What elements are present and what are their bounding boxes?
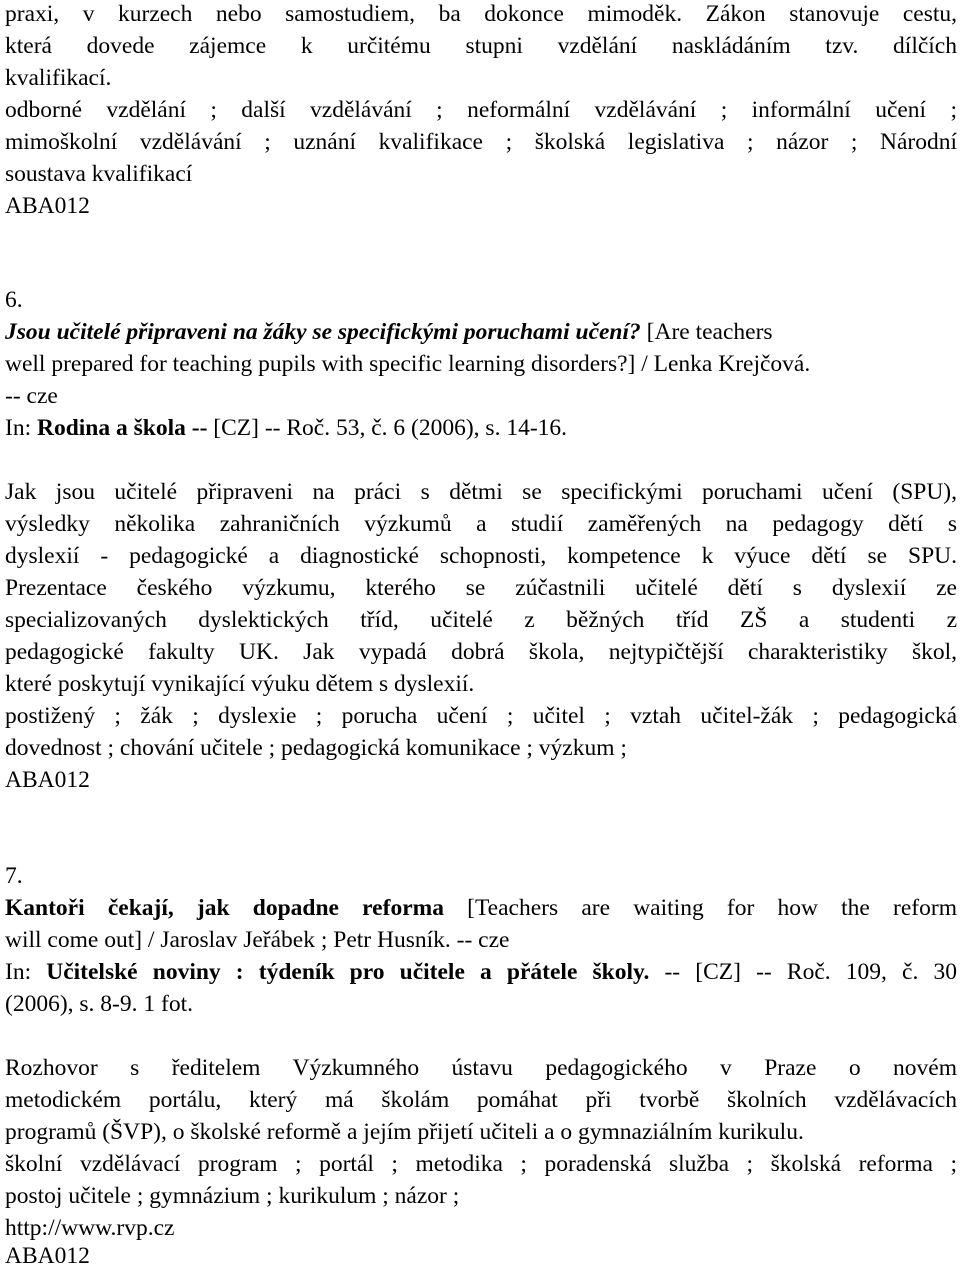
entry6-source-prefix: In: [5,415,37,441]
entry7-url[interactable]: http://www.rvp.cz [5,1215,175,1241]
entry6-keywords-line: dovednost ; chování učitele ; pedagogická komunikace ; výzkum ; [5,735,627,761]
entry7-abstract-line: programů (ŠVP), o školské reformě a jejím přijetí učiteli a o gymnaziálním kurikulu. [5,1119,804,1145]
intro-keywords-line: soustava kvalifikací [5,161,193,187]
entry6-abstract-line: Jak jsou učitelé připraveni na práci s dětmi se specifickými poruchami učení (SPU), [5,479,957,505]
intro-line: kvalifikací. [5,65,112,91]
intro-keywords-line: odborné vzdělání ; další vzdělávání ; neformální vzdělávání ; informální učení ; [5,97,957,123]
entry7-keywords-line: postoj učitele ; gymnázium ; kurikulum ; názor ; [5,1183,460,1209]
intro-code: ABA012 [5,193,90,219]
entry6-title-line2: well prepared for teaching pupils with specific learning disorders?] / Lenka Krejčová. [5,351,811,377]
entry7-source-title: Učitelské noviny : týdeník pro učitele a přátele školy. [46,959,650,985]
entry7-title-line2: will come out] / Jaroslav Jeřábek ; Petr Husník. -- cze [5,927,510,953]
entry6-source [5,412,957,444]
entry6-abstract-line: výsledky několika zahraničních výzkumů a studií zaměřených na pedagogy dětí s [5,511,957,537]
entry6-source-title: Rodina a škola -- [36,415,214,441]
intro-line: praxi, v kurzech nebo samostudiem, ba dokonce mimoděk. Zákon stanovuje cestu, [5,1,957,27]
entry7-title-english: [Teachers are waiting for how the reform [443,895,957,921]
entry6-abstract-line: pedagogické fakulty UK. Jak vypadá dobrá škola, nejtypičtější charakteristiky škol, [5,639,957,665]
intro-line: která dovede zájemce k určitému stupni vzdělání naskládáním tzv. dílčích [5,33,957,59]
entry6-language: -- cze [5,383,58,409]
entry6-abstract-line: Prezentace českého výzkumu, kterého se zúčastnili učitelé dětí s dyslexií ze [5,575,957,601]
entry6-number: 6. [5,287,23,313]
entry6-source-details: [CZ] -- Roč. 53, č. 6 (2006), s. 14-16. [213,415,568,441]
entry6-title: Jsou učitelé připraveni na žáky se specifickými poruchami učení? [5,319,641,345]
entry6-title-english: [Are teachers [640,319,773,345]
entry7-abstract-line: metodickém portálu, který má školám pomáhat při tvorbě školních vzdělávacích [5,1087,957,1113]
entry6-title-line [5,316,957,348]
intro-keywords-line: mimoškolní vzdělávání ; uznání kvalifikace ; školská legislativa ; názor ; Národní [5,129,957,155]
entry7-source-prefix: In: [5,959,47,985]
entry7-title-line [5,892,957,924]
entry7-source [5,956,957,988]
entry7-title: Kantoři čekají, jak dopadne reforma [5,895,444,921]
entry6-abstract-line: specializovaných dyslektických tříd, učitelé z běžných tříd ZŠ a studenti z [5,607,957,633]
entry7-source-details: -- [CZ] -- Roč. 109, č. 30 [649,959,957,985]
entry6-code: ABA012 [5,767,90,793]
entry6-keywords-line: postižený ; žák ; dyslexie ; porucha učení ; učitel ; vztah učitel-žák ; pedagogická [5,703,957,729]
entry6-abstract-line: které poskytují vynikající výuku dětem s dyslexií. [5,671,475,697]
entry7-abstract-line: Rozhovor s ředitelem Výzkumného ústavu pedagogického v Praze o novém [5,1055,957,1081]
entry7-source-line2: (2006), s. 8-9. 1 fot. [5,991,193,1017]
entry7-number: 7. [5,863,23,889]
entry7-code: ABA012 [5,1243,90,1269]
entry6-abstract-line: dyslexií - pedagogické a diagnostické schopnosti, kompetence k výuce dětí se SPU. [5,543,957,569]
entry7-keywords-line: školní vzdělávací program ; portál ; metodika ; poradenská služba ; školská reforma ; [5,1151,957,1177]
